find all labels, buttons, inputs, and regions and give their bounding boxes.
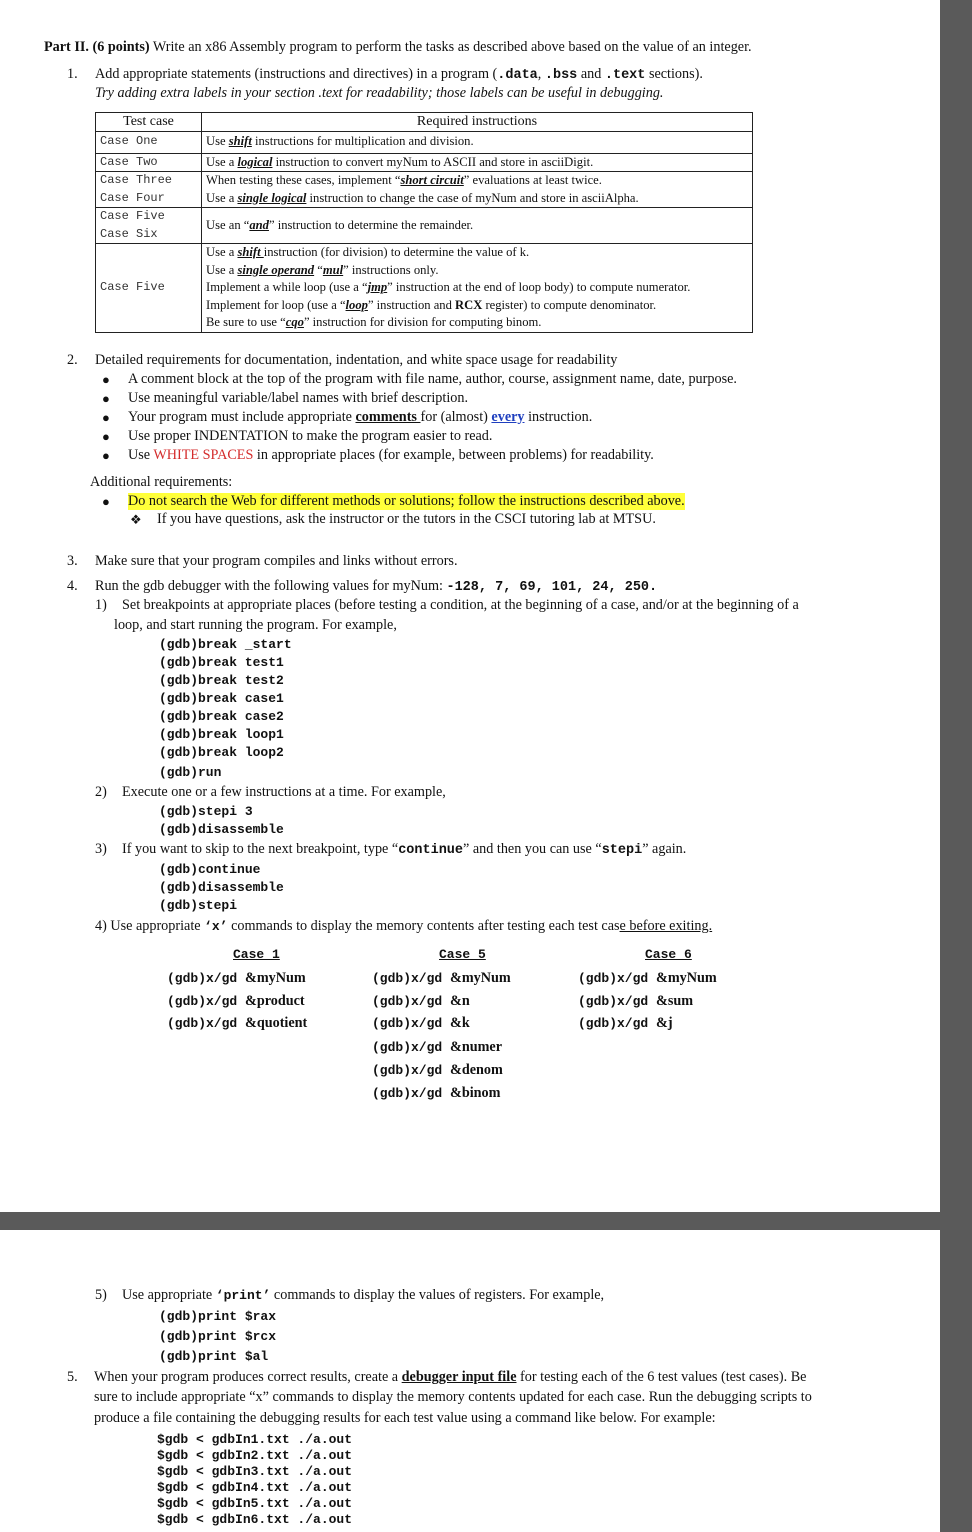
instruction-cell: Use shift instructions for multiplication and division.: [202, 131, 753, 153]
item1-text: Add appropriate statements (instructions and directives) in a program (.data, .bss and .text sections).: [95, 66, 703, 83]
table-row: [96, 208, 753, 244]
step5-number: 5): [95, 1287, 107, 1303]
gdb-command: (gdb)break loop1: [159, 727, 284, 742]
gdb-script-command: $gdb < gdbIn6.txt ./a.out: [157, 1512, 353, 1527]
table-row: [96, 244, 753, 333]
test-case-cell: Case Three Case Four: [96, 172, 202, 208]
x-command: (gdb)x/gd &numer: [372, 1039, 503, 1055]
table-header-test-case: Test case: [96, 113, 202, 132]
gdb-command: (gdb)break loop2: [159, 745, 284, 760]
list-item: Your program must include appropriate comments for (almost) every instruction.: [128, 409, 593, 425]
gdb-command: (gdb)break test2: [159, 673, 284, 688]
x-command: (gdb)x/gd &n: [372, 993, 470, 1009]
gdb-command: (gdb)stepi 3: [159, 804, 253, 819]
x-command: (gdb)x/gd &sum: [578, 993, 694, 1009]
gdb-command: (gdb)continue: [159, 862, 261, 877]
gdb-script-command: $gdb < gdbIn5.txt ./a.out: [157, 1496, 353, 1511]
x-command: (gdb)x/gd &binom: [372, 1085, 501, 1101]
gdb-command: (gdb)print $al: [159, 1349, 269, 1364]
test-case-cell: Case Two: [96, 153, 202, 172]
bullet-icon: ●: [102, 391, 110, 406]
instruction-cell: When testing these cases, implement “short circuit” evaluations at least twice. Use a single logical instruction to change the case of myNum and store in asciiAlpha.: [202, 172, 753, 208]
instruction-cell: Use an “and” instruction to determine the remainder.: [202, 208, 753, 244]
item5-text-line2: sure to include appropriate “x” commands to display the memory contents updated for each case. Run the debugging scripts to: [94, 1389, 812, 1405]
item5-number: 5.: [67, 1369, 78, 1385]
gdb-command: (gdb)stepi: [159, 898, 238, 913]
step3-number: 3): [95, 841, 107, 857]
step2-number: 2): [95, 784, 107, 800]
item2-heading: Detailed requirements for documentation, indentation, and white space usage for readability: [95, 352, 618, 368]
gdb-script-command: $gdb < gdbIn1.txt ./a.out: [157, 1432, 353, 1447]
gdb-command: (gdb)disassemble: [159, 822, 284, 837]
item1-italic-note: Try adding extra labels in your section .text for readability; those labels can be useful in debugging.: [95, 85, 664, 101]
column-heading-case-1: Case 1: [233, 947, 280, 962]
gdb-command: (gdb)break _start: [159, 637, 292, 652]
gdb-script-command: $gdb < gdbIn4.txt ./a.out: [157, 1480, 353, 1495]
table-row: [96, 153, 753, 172]
item3-number: 3.: [67, 553, 78, 569]
gdb-command: (gdb)print $rcx: [159, 1329, 277, 1344]
item3-text: Make sure that your program compiles and links without errors.: [95, 553, 458, 569]
table-header-row: [96, 113, 753, 132]
gdb-command: (gdb)run: [159, 765, 222, 780]
highlighted-requirement: Do not search the Web for different methods or solutions; follow the instructions described above.: [128, 493, 685, 509]
gdb-command: (gdb)disassemble: [159, 880, 284, 895]
bullet-icon: ●: [102, 410, 110, 425]
step1-number: 1): [95, 597, 107, 613]
page-gutter-right: [940, 0, 972, 1532]
list-item: Use WHITE SPACES in appropriate places (for example, between problems) for readability.: [128, 447, 654, 463]
x-command: (gdb)x/gd &j: [578, 1015, 673, 1031]
item5-text: When your program produces correct results, create a debugger input file for testing each of the 6 test values (test cases). Be: [94, 1369, 807, 1385]
test-case-cell: Case Five Case Six: [96, 208, 202, 244]
item2-number: 2.: [67, 352, 78, 368]
part-heading: Part II. (6 points) Write an x86 Assembly program to perform the tasks as described above based on the value of an integer.: [44, 39, 752, 55]
x-command: (gdb)x/gd &myNum: [578, 970, 717, 986]
x-command: (gdb)x/gd &myNum: [167, 970, 306, 986]
item1-number: 1.: [67, 66, 78, 82]
item4-number: 4.: [67, 578, 78, 594]
test-case-cell: Case One: [96, 131, 202, 153]
bullet-icon: ●: [102, 448, 110, 463]
step1-text-cont: loop, and start running the program. For example,: [114, 617, 397, 633]
list-item: A comment block at the top of the program with file name, author, course, assignment name, date, purpose.: [128, 371, 737, 387]
bullet-icon: ●: [102, 429, 110, 444]
step3-text: If you want to skip to the next breakpoint, type “continue” and then you can use “stepi” again.: [122, 841, 687, 858]
gdb-command: (gdb)break case1: [159, 691, 284, 706]
step4-text: 4) Use appropriate ‘x’ commands to display the memory contents after testing each test case before exiting.: [95, 918, 713, 934]
list-item: Use meaningful variable/label names with brief description.: [128, 390, 468, 406]
x-command: (gdb)x/gd &product: [167, 993, 305, 1009]
additional-requirements-heading: Additional requirements:: [90, 474, 233, 490]
table-header-required: Required instructions: [202, 113, 753, 132]
instruction-cell: Use a logical instruction to convert myNum to ASCII and store in asciiDigit.: [202, 153, 753, 172]
requirements-table: [95, 112, 753, 333]
table-row: [96, 131, 753, 153]
gdb-script-command: $gdb < gdbIn3.txt ./a.out: [157, 1464, 353, 1479]
bullet-icon: ●: [102, 372, 110, 387]
document-page-2: [0, 1230, 940, 1532]
gdb-command: (gdb)break test1: [159, 655, 284, 670]
step2-text: Execute one or a few instructions at a time. For example,: [122, 784, 446, 800]
gdb-command: (gdb)print $rax: [159, 1309, 277, 1324]
page-gutter-between: [0, 1212, 972, 1230]
instruction-cell: Use a shift instruction (for division) to determine the value of k. Use a single operand “mul” instructions only. Implement a while loop (use a “jmp” instruction at the end of loop body) to compute numerator. Implement for loop (use a “loop” instruction and RCX register) to compute denominator. Be sure to use “cqo” instruction for division for computing binom.: [202, 244, 753, 333]
list-item: Use proper INDENTATION to make the program easier to read.: [128, 428, 493, 444]
gdb-command: (gdb)break case2: [159, 709, 284, 724]
item4-text: Run the gdb debugger with the following values for myNum: -128, 7, 69, 101, 24, 250.: [95, 578, 658, 595]
x-command: (gdb)x/gd &myNum: [372, 970, 511, 986]
step1-text: Set breakpoints at appropriate places (before testing a condition, at the beginning of a case, and/or at the beginning of a: [122, 597, 799, 613]
x-command: (gdb)x/gd &denom: [372, 1062, 503, 1078]
list-item: If you have questions, ask the instructor or the tutors in the CSCI tutoring lab at MTSU.: [157, 511, 656, 527]
test-case-cell: Case Five: [96, 244, 202, 333]
bullet-icon: ●: [102, 494, 110, 509]
gdb-script-command: $gdb < gdbIn2.txt ./a.out: [157, 1448, 353, 1463]
x-command: (gdb)x/gd &quotient: [167, 1015, 308, 1031]
x-command: (gdb)x/gd &k: [372, 1015, 470, 1031]
column-heading-case-6: Case 6: [645, 947, 692, 962]
item5-text-line3: produce a file containing the debugging results for each test value using a command like below. For example:: [94, 1410, 716, 1426]
step5-text: Use appropriate ‘print’ commands to display the values of registers. For example,: [122, 1287, 605, 1303]
table-row: [96, 172, 753, 208]
column-heading-case-5: Case 5: [439, 947, 486, 962]
diamond-bullet-icon: ❖: [130, 512, 142, 527]
